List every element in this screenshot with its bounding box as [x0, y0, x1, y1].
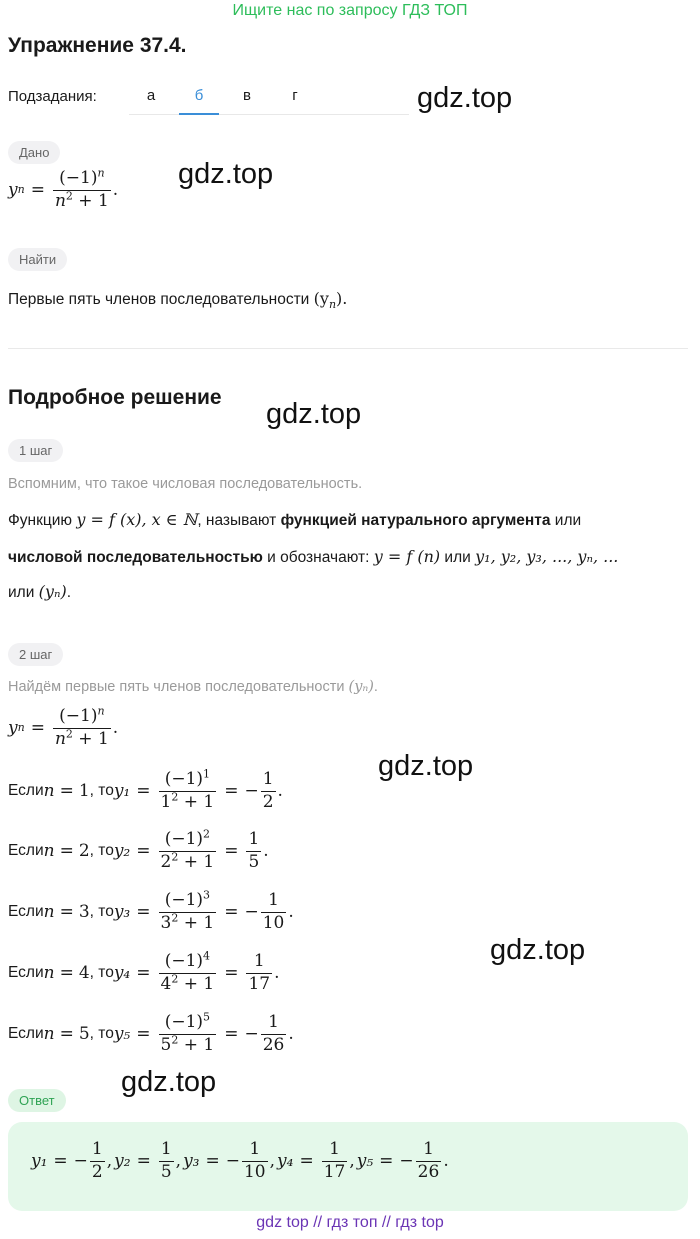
answer-pill: Ответ [8, 1089, 66, 1112]
step-row: Если n = 1 , то y₁ = $\frac{(-1)^1}{1^2 + 1}$ = − $\frac{1}{2}$ . [8, 767, 283, 812]
step2-pill: 2 шаг [8, 643, 63, 666]
tab-b[interactable]: б [179, 79, 219, 115]
watermark: gdz.top [178, 158, 274, 190]
search-banner: Ищите нас по запросу ГДЗ ТОП [232, 2, 468, 19]
answer-term: y₁ [31, 1151, 48, 1172]
find-pill: Найти [8, 248, 67, 271]
step2-formula: y n = $\frac{(-1)^n}{n^2 + 1}$ . [8, 704, 119, 749]
step-row: Если n = 5 , то y₅ = $\frac{(-1)^5}{5^2 + 1}$ = − $\frac{1}{26}$ . [8, 1010, 294, 1055]
find-text: Первые пять членов последовательности $(y_n)$. [8, 289, 348, 312]
subtasks-tabs [129, 79, 409, 115]
step1-hint: Вспомним, что такое числовая последовательность. [8, 476, 363, 492]
step-row: Если n = 2 , то y₂ = $\frac{(-1)^2}{2^2 + 1}$ = $\frac{1}{5}$ . [8, 827, 269, 872]
subtasks-label: Подзадания: [8, 88, 97, 105]
step1-line1: Функцию y = f (x), x ∈ ℕ, называют функцией натурального аргумента или [8, 510, 582, 529]
given-formula: y n = $\frac{(-1)^n}{n^2 + 1}$ . [8, 166, 119, 211]
watermark: gdz.top [378, 750, 474, 782]
watermark: gdz.top [417, 82, 513, 114]
answer-term: y₂ [114, 1151, 131, 1172]
watermark: gdz.top [266, 398, 362, 430]
footer-links[interactable]: gdz top // гдз топ // гдз top [256, 1214, 444, 1231]
answer-box [8, 1122, 688, 1211]
given-pill: Дано [8, 141, 60, 164]
watermark: gdz.top [121, 1066, 217, 1098]
tab-v[interactable]: в [243, 87, 251, 104]
step1-line3: или (yₙ). [8, 582, 71, 601]
formula-var: y [8, 180, 18, 201]
watermark: gdz.top [490, 934, 586, 966]
answer-term: y₅ [356, 1151, 374, 1172]
step2-hint: Найдём первые пять членов последовательности (yₙ). [8, 679, 378, 695]
step1-line2: числовой последовательностью и обозначают: y = f (n) или y₁, y₂, y₃, ..., yₙ, ... [8, 547, 619, 566]
solution-title: Подробное решение [8, 386, 222, 409]
page-title: Упражнение 37.4. [8, 34, 187, 57]
answer-formula: y₁ = − $\frac{1}{2}$ , y₂ = $\frac{1}{5}$ , y₃ = − $\frac{1}{10}$ , y₄ = $\frac{1}{17}$ , y₅ = − $\frac{1}{26}$ . [31, 1139, 449, 1182]
step-row: Если n = 4 , то y₄ = $\frac{(-1)^4}{4^2 + 1}$ = $\frac{1}{17}$ . [8, 949, 280, 994]
tab-a[interactable]: а [146, 87, 156, 104]
answer-term: y₄ [277, 1151, 294, 1172]
answer-term: y₃ [183, 1151, 200, 1172]
step-row: Если n = 3 , то y₃ = $\frac{(-1)^3}{3^2 + 1}$ = − $\frac{1}{10}$ . [8, 888, 294, 933]
section-divider [8, 348, 688, 349]
step1-pill: 1 шаг [8, 439, 63, 462]
tab-g[interactable]: г [292, 87, 298, 104]
